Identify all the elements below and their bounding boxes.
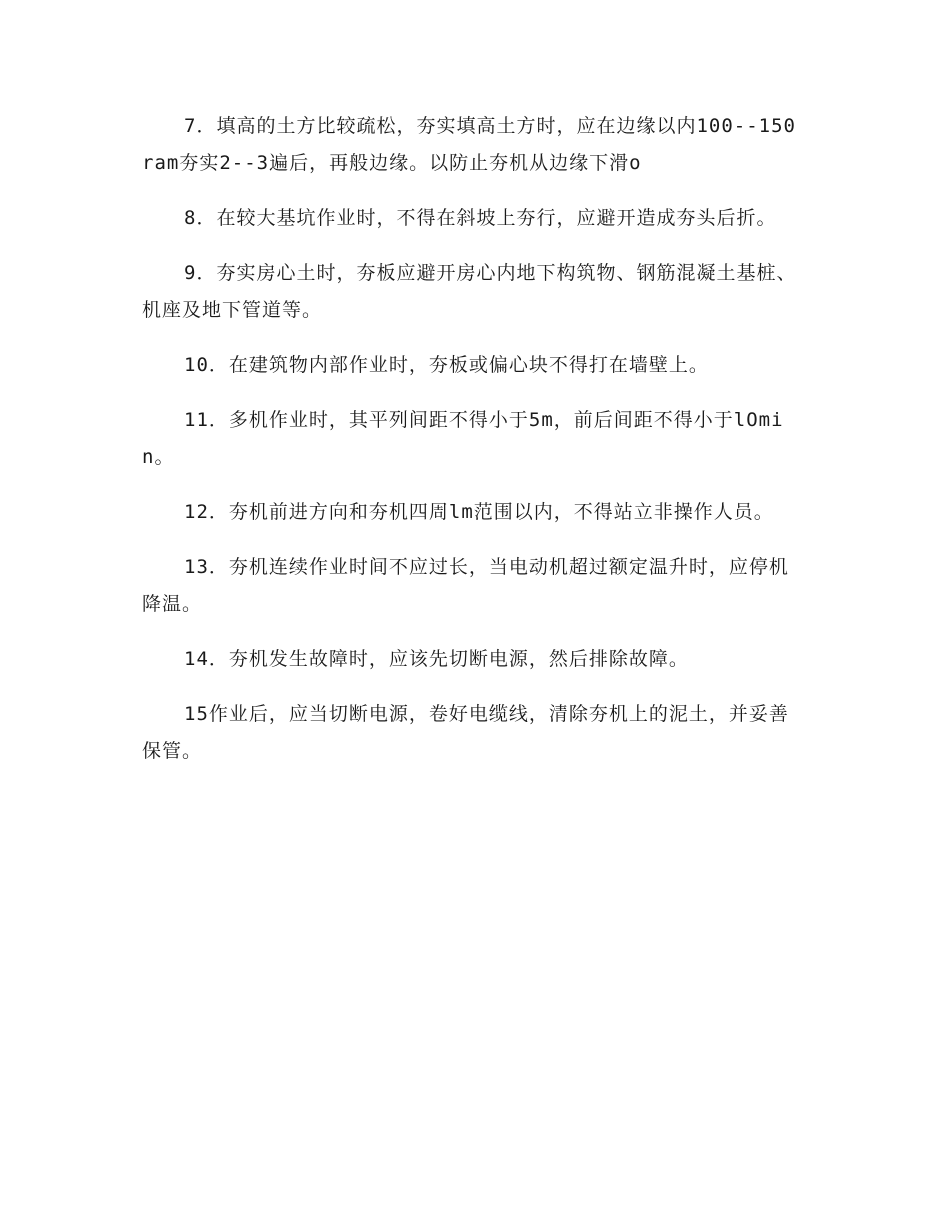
document-body xyxy=(142,108,808,788)
paragraph-item-11: 11．多机作业时，其平列间距不得小于5m，前后间距不得小于lOmin。 xyxy=(142,409,784,468)
paragraph-item-8: 8．在较大基坑作业时，不得在斜坡上夯行，应避开造成夯头后折。 xyxy=(184,207,777,229)
paragraph-item-7: 7．填高的土方比较疏松，夯实填高土方时，应在边缘以内100--150ram夯实2--3遍后，再般边缘。以防止夯机从边缘下滑o xyxy=(142,115,796,174)
paragraph-item-14: 14．夯机发生故障时，应该先切断电源，然后排除故障。 xyxy=(184,648,689,670)
paragraph-item-9: 9．夯实房心土时，夯板应避开房心内地下构筑物、钢筋混凝土基桩、机座及地下管道等。 xyxy=(142,262,797,321)
paragraph-item-10: 10．在建筑物内部作业时，夯板或偏心块不得打在墙壁上。 xyxy=(184,354,709,376)
paragraph-item-13: 13．夯机连续作业时间不应过长，当电动机超过额定温升时，应停机降温。 xyxy=(142,556,789,615)
paragraph-item-15: 15作业后，应当切断电源，卷好电缆线，清除夯机上的泥土，并妥善保管。 xyxy=(142,703,789,762)
paragraph-item-12: 12．夯机前进方向和夯机四周lm范围以内，不得站立非操作人员。 xyxy=(184,501,774,523)
